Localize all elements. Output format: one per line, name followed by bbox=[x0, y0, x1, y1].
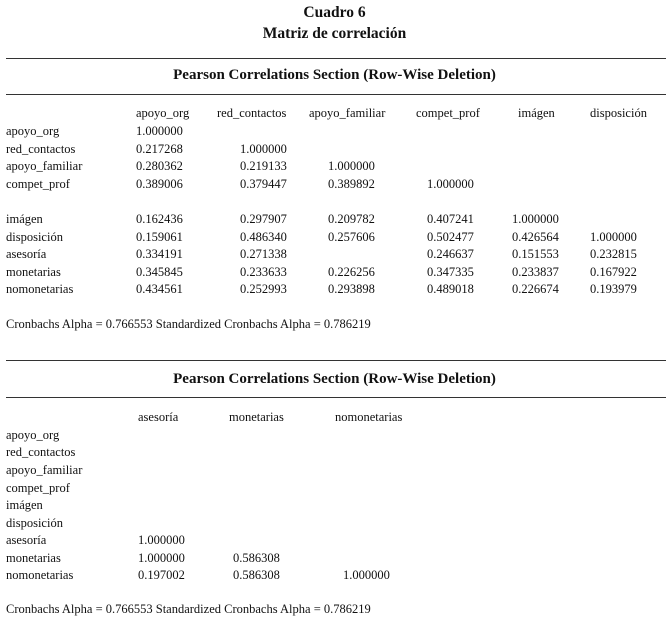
row-label: asesoría bbox=[6, 533, 47, 547]
table-title: Cuadro 6 bbox=[303, 4, 366, 21]
row-label: compet_prof bbox=[6, 177, 70, 191]
column-header: apoyo_org bbox=[136, 106, 190, 120]
section2-top-rule bbox=[6, 360, 666, 361]
row-label: red_contactos bbox=[6, 142, 76, 156]
table-cell: 0.162436 bbox=[136, 212, 183, 226]
table-cell: 0.379447 bbox=[240, 177, 287, 191]
column-header: apoyo_familiar bbox=[309, 106, 386, 120]
table-cell: 0.489018 bbox=[427, 282, 474, 296]
table-cell: 0.293898 bbox=[328, 282, 375, 296]
row-label: monetarias bbox=[6, 265, 61, 279]
row-label: asesoría bbox=[6, 247, 47, 261]
table-cell: 1.000000 bbox=[138, 551, 185, 565]
row-label: apoyo_familiar bbox=[6, 159, 83, 173]
row-label: disposición bbox=[6, 230, 63, 244]
table-cell: 0.586308 bbox=[233, 551, 280, 565]
column-header: compet_prof bbox=[416, 106, 480, 120]
table-cell: 0.193979 bbox=[590, 282, 637, 296]
table-cell: 1.000000 bbox=[328, 159, 375, 173]
column-header: red_contactos bbox=[217, 106, 287, 120]
section2-footer: Cronbachs Alpha = 0.766553 Standardized Cronbachs Alpha = 0.786219 bbox=[6, 602, 371, 616]
row-label: apoyo_org bbox=[6, 124, 60, 138]
row-label: apoyo_org bbox=[6, 428, 60, 442]
table-cell: 1.000000 bbox=[590, 230, 637, 244]
table-cell: 0.586308 bbox=[233, 568, 280, 582]
table-cell: 0.233837 bbox=[512, 265, 559, 279]
table-cell: 0.334191 bbox=[136, 247, 183, 261]
row-label: nomonetarias bbox=[6, 568, 74, 582]
table-cell: 0.434561 bbox=[136, 282, 183, 296]
row-label: red_contactos bbox=[6, 445, 76, 459]
table-cell: 1.000000 bbox=[240, 142, 287, 156]
column-header: disposición bbox=[590, 106, 647, 120]
row-label: disposición bbox=[6, 516, 63, 530]
table-cell: 0.233633 bbox=[240, 265, 287, 279]
table-cell: 0.486340 bbox=[240, 230, 287, 244]
row-label: imágen bbox=[6, 498, 43, 512]
section1-top-rule bbox=[6, 58, 666, 59]
table-cell: 0.345845 bbox=[136, 265, 183, 279]
table-cell: 0.232815 bbox=[590, 247, 637, 261]
section1-footer: Cronbachs Alpha = 0.766553 Standardized Cronbachs Alpha = 0.786219 bbox=[6, 317, 371, 331]
table-cell: 0.159061 bbox=[136, 230, 183, 244]
table-cell: 0.167922 bbox=[590, 265, 637, 279]
table-cell: 0.217268 bbox=[136, 142, 183, 156]
table-cell: 0.407241 bbox=[427, 212, 474, 226]
table-cell: 0.271338 bbox=[240, 247, 287, 261]
row-label: apoyo_familiar bbox=[6, 463, 83, 477]
table-cell: 0.197002 bbox=[138, 568, 185, 582]
row-label: nomonetarias bbox=[6, 282, 74, 296]
column-header: imágen bbox=[518, 106, 555, 120]
table-cell: 0.297907 bbox=[240, 212, 287, 226]
table-cell: 0.151553 bbox=[512, 247, 559, 261]
table-cell: 0.280362 bbox=[136, 159, 183, 173]
section1-title: Pearson Correlations Section (Row-Wise Deletion) bbox=[173, 67, 496, 83]
table-cell: 1.000000 bbox=[136, 124, 183, 138]
row-label: compet_prof bbox=[6, 481, 70, 495]
table-cell: 0.246637 bbox=[427, 247, 474, 261]
row-label: imágen bbox=[6, 212, 43, 226]
column-header: monetarias bbox=[229, 410, 284, 424]
table-cell: 0.347335 bbox=[427, 265, 474, 279]
table-cell: 1.000000 bbox=[343, 568, 390, 582]
table-cell: 0.209782 bbox=[328, 212, 375, 226]
column-header: asesoría bbox=[138, 410, 179, 424]
table-cell: 1.000000 bbox=[427, 177, 474, 191]
table-cell: 0.257606 bbox=[328, 230, 375, 244]
table-subtitle: Matriz de correlación bbox=[262, 25, 407, 42]
table-cell: 0.226256 bbox=[328, 265, 375, 279]
table-cell: 1.000000 bbox=[512, 212, 559, 226]
column-header: nomonetarias bbox=[335, 410, 403, 424]
table-cell: 1.000000 bbox=[138, 533, 185, 547]
table-cell: 0.389892 bbox=[328, 177, 375, 191]
table-cell: 0.389006 bbox=[136, 177, 183, 191]
section2-bottom-rule bbox=[6, 397, 666, 398]
table-cell: 0.226674 bbox=[512, 282, 559, 296]
table-cell: 0.502477 bbox=[427, 230, 474, 244]
section1-bottom-rule bbox=[6, 94, 666, 95]
table-cell: 0.219133 bbox=[240, 159, 287, 173]
row-label: monetarias bbox=[6, 551, 61, 565]
table-cell: 0.426564 bbox=[512, 230, 559, 244]
table-cell: 0.252993 bbox=[240, 282, 287, 296]
section2-title: Pearson Correlations Section (Row-Wise Deletion) bbox=[173, 371, 496, 387]
